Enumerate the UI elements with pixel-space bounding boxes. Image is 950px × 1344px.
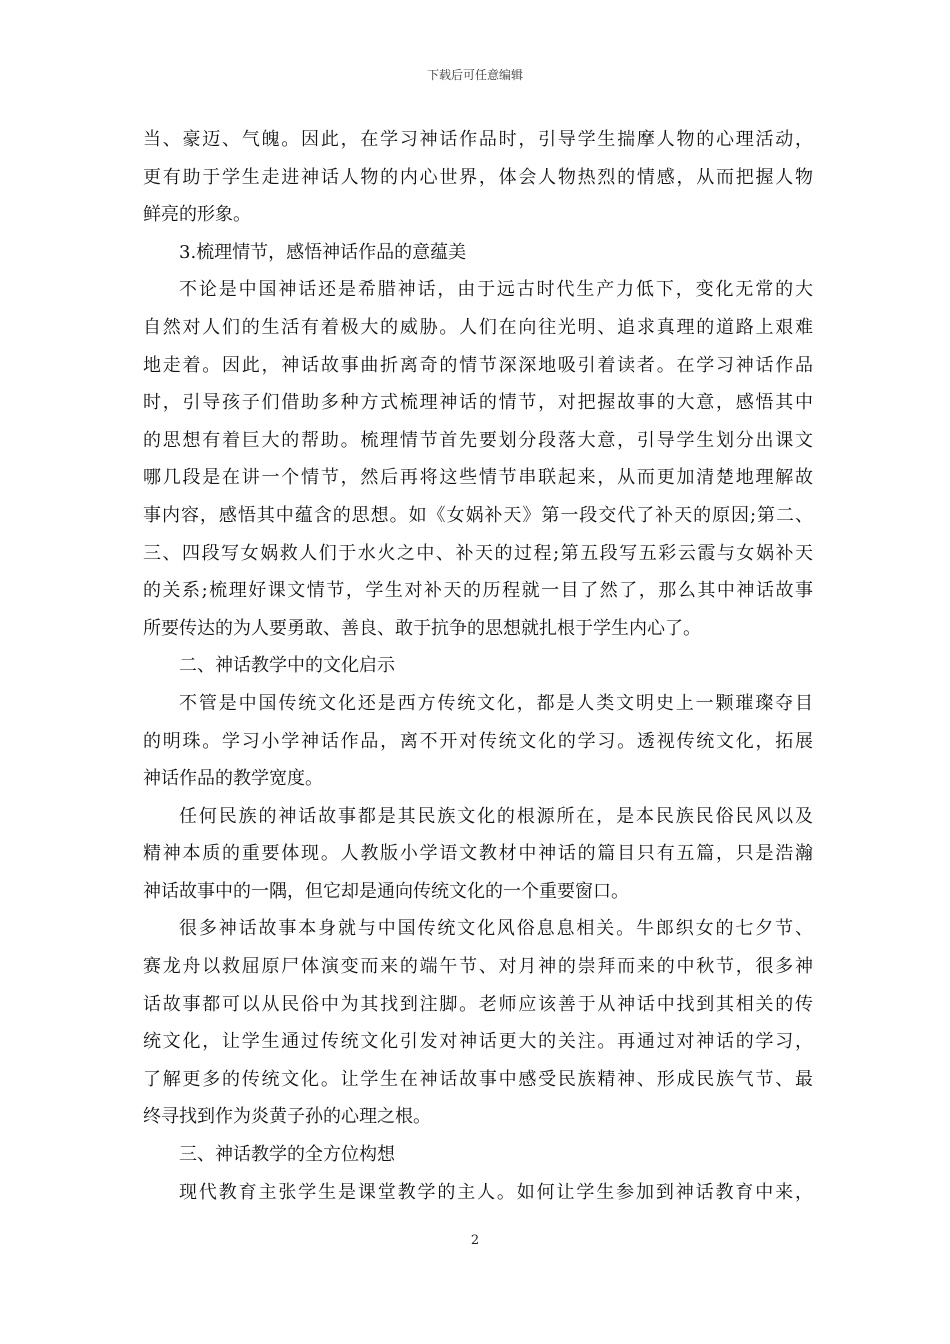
page-number: 2	[470, 1233, 480, 1248]
text-line: 精神本质的重要体现。人教版小学语文教材中神话的篇目只有五篇，只是浩瀚	[143, 843, 813, 865]
text-line: 现代教育主张学生是课堂教学的主人。如何让学生参加到神话教育中来，	[179, 1181, 813, 1203]
text-line: 的明珠。学习小学神话作品，离不开对传统文化的学习。透视传统文化，拓展	[143, 730, 813, 752]
text-line: 所要传达的为人要勇敢、善良、敢于抗争的思想就扎根于学生内心了。	[143, 617, 701, 639]
text-line: 神话故事中的一隅，但它却是通向传统文化的一个重要窗口。	[143, 880, 629, 902]
text-line: 更有助于学生走进神话人物的内心世界，体会人物热烈的情感，从而把握人物	[143, 166, 813, 188]
text-line: 统文化，让学生通过传统文化引发对神话更大的关注。再通过对神话的学习，	[143, 1031, 813, 1053]
text-line: 任何民族的神话故事都是其民族文化的根源所在，是本民族民俗民风以及	[179, 805, 813, 827]
text-line: 三、神话教学的全方位构想	[179, 1144, 395, 1166]
text-line: 二、神话教学中的文化启示	[179, 655, 395, 677]
text-line: 哪几段是在讲一个情节，然后再将这些情节串联起来，从而更加清楚地理解故	[143, 467, 813, 489]
text-line: 话故事都可以从民俗中为其找到注脚。老师应该善于从神话中找到其相关的传	[143, 993, 813, 1015]
text-line: 的思想有着巨大的帮助。梳理情节首先要划分段落大意，引导学生划分出课文	[143, 429, 813, 451]
text-line: 自然对人们的生活有着极大的威胁。人们在向往光明、追求真理的道路上艰难	[143, 316, 813, 338]
text-line: 3.梳理情节，感悟神话作品的意蕴美	[179, 241, 467, 263]
text-line: 地走着。因此，神话故事曲折离奇的情节深深地吸引着读者。在学习神话作品	[143, 354, 813, 376]
text-line: 三、四段写女娲救人们于水火之中、补天的过程;第五段写五彩云霞与女娲补天	[143, 542, 813, 564]
text-line: 不论是中国神话还是希腊神话，由于远古时代生产力低下，变化无常的大	[179, 279, 813, 301]
text-line: 不管是中国传统文化还是西方传统文化，都是人类文明史上一颗璀璨夺目	[179, 692, 813, 714]
text-line: 终寻找到作为炎黄子孙的心理之根。	[143, 1106, 431, 1128]
text-line: 的关系;梳理好课文情节，学生对补天的历程就一目了然了，那么其中神话故事	[143, 580, 813, 602]
text-line: 神话作品的教学宽度。	[143, 768, 323, 790]
page-header: 下载后可任意编辑	[426, 68, 523, 82]
text-line: 时，引导孩子们借助多种方式梳理神话的情节，对把握故事的大意，感悟其中	[143, 392, 813, 414]
text-line: 事内容，感悟其中蕴含的思想。如《女娲补天》第一段交代了补天的原因;第二、	[143, 504, 813, 526]
text-line: 鲜亮的形象。	[143, 204, 251, 226]
text-line: 了解更多的传统文化。让学生在神话故事中感受民族精神、形成民族气节、最	[143, 1068, 813, 1090]
text-line: 赛龙舟以救屈原尸体演变而来的端午节、对月神的崇拜而来的中秋节，很多神	[143, 956, 813, 978]
document-body	[143, 121, 813, 1211]
text-line: 当、豪迈、气魄。因此，在学习神话作品时，引导学生揣摩人物的心理活动，	[143, 129, 813, 150]
text-line: 很多神话故事本身就与中国传统文化风俗息息相关。牛郎织女的七夕节、	[179, 918, 813, 940]
